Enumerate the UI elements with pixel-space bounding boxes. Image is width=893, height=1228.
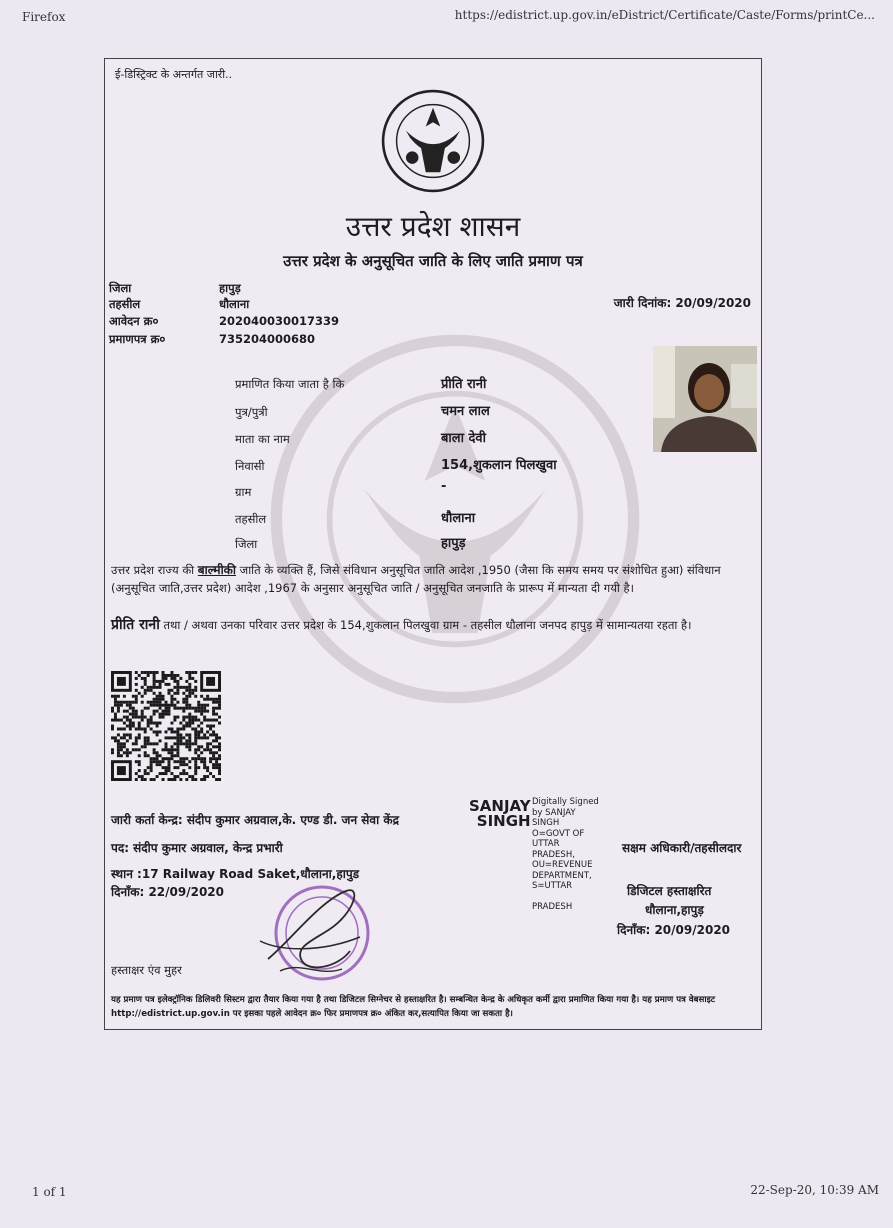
- application-number-label: आवेदन क्र०: [109, 314, 159, 328]
- field-value-village: -: [441, 479, 447, 494]
- field-label-mother: माता का नाम: [235, 432, 290, 446]
- signature-detail-line: DEPARTMENT,: [532, 870, 592, 881]
- district-value: हापुड़: [219, 281, 241, 295]
- caste-name: बाल्मीकी: [197, 563, 237, 577]
- signature-detail-line: OU=REVENUE: [532, 860, 593, 870]
- issue-date: जारी दिनांक: 20/09/2020: [613, 296, 751, 310]
- signature-detail-line: S=UTTAR: [532, 881, 573, 891]
- government-title: उत्तर प्रदेश शासन: [345, 210, 521, 243]
- field-label-tehsil: तहसील: [235, 512, 267, 526]
- residence-name: प्रीति रानी: [111, 617, 160, 633]
- certificate-title: उत्तर प्रदेश के अनुसूचित जाति के लिए जाति प्रमाण पत्र: [283, 252, 583, 270]
- field-label-parent: पुत्र/पुत्री: [235, 405, 268, 419]
- tehsil-value: धौलाना: [219, 297, 250, 311]
- signature-detail-line: PRADESH: [532, 902, 573, 912]
- certificate-number-label: प्रमाणपत्र क्र०: [109, 332, 166, 346]
- signature-detail-line: O=GOVT OF: [532, 828, 585, 839]
- certificate-number-value: 735204000680: [219, 332, 316, 346]
- field-value-mother: बाला देवी: [441, 431, 486, 446]
- field-value-parent: चमन लाल: [441, 404, 490, 419]
- application-number-value: 202040030017339: [219, 314, 340, 328]
- signature-detail-line: by SANJAY: [532, 807, 576, 818]
- signer-name-line1: SANJAY: [469, 797, 531, 815]
- official-seal-icon: [250, 881, 380, 986]
- signature-date-label: दिनाँक:: [617, 923, 655, 937]
- residence-paragraph: [111, 616, 757, 634]
- up-government-emblem-icon: [381, 89, 485, 193]
- field-label-village: ग्राम: [235, 485, 252, 499]
- print-timestamp: 22-Sep-20, 10:39 AM: [750, 1183, 879, 1197]
- field-label-resident: निवासी: [235, 459, 265, 473]
- signer-name-line2: SINGH: [476, 812, 531, 830]
- field-value-tehsil: धौलाना: [441, 511, 476, 526]
- signature-detail-line: Digitally Signed: [532, 797, 599, 807]
- signature-date: [617, 921, 730, 938]
- caste-paragraph: [111, 561, 757, 597]
- signature-detail-line: SINGH: [532, 818, 560, 828]
- issuer-date: दिनाँक: 22/09/2020: [111, 885, 225, 899]
- page-count: 1 of 1: [32, 1185, 67, 1199]
- signature-detail-line: [532, 892, 612, 903]
- issuer-centre: जारी कर्ता केन्द्र: संदीप कुमार अग्रवाल,के. एण्ड डी. जन सेवा केंद्र: [111, 813, 399, 827]
- field-value-name: प्रीति रानी: [441, 377, 487, 392]
- signature-detail-line: UTTAR: [532, 839, 560, 849]
- page-url: https://edistrict.up.gov.in/eDistrict/Certificate/Caste/Forms/printCe...: [454, 8, 875, 22]
- signature-date-value: 20/09/2020: [654, 923, 731, 937]
- caste-paragraph-part2: जाति के व्यक्ति हैं, जिसे संविधान अनुसूचित जाति आदेश ,1950 (जैसा कि समय समय पर संशोधित हुआ) संविधान (अनुसूचित जाति,उत्तर प्रदेश) आदेश ,1967 के अनुसार अनुसूचित जाति / अनुसूचित जनजाति के प्रारूप में मान्यता दी गयी है।: [111, 563, 721, 595]
- field-value-district: हापुड़: [441, 536, 466, 551]
- field-value-resident: 154,शुकलान पिलखुवा: [441, 458, 557, 473]
- digital-signed-label: डिजिटल हस्ताक्षरित: [627, 884, 712, 898]
- footer-note: यह प्रमाण पत्र इलेक्ट्रॉनिक डिलिवरी सिस्टम द्वारा तैयार किया गया है तथा डिजिटल सिग्नेचर से हस्ताक्षरित है। सम्बन्धित केन्द्र के अधिकृत कर्मी द्वारा प्रमाणित किया गया है। यह प्रमाण पत्र वेबसाइट http://edistrict.up.gov.in पर इसका पहले आवेदन क्र० फिर प्रमाणपत्र क्र० अंकित कर,सत्यापित किया जा सकता है।: [111, 995, 716, 1019]
- officer-title: सक्षम अधिकारी/तहसीलदार: [622, 841, 742, 855]
- field-label-district: जिला: [235, 537, 258, 551]
- issued-note: ई-डिस्ट्रिक्ट के अन्तर्गत जारी..: [115, 68, 233, 81]
- signer-name: [469, 799, 531, 829]
- applicant-photo: [653, 346, 757, 452]
- issuer-place: स्थान :17 Railway Road Saket,धौलाना,हापुड: [111, 867, 360, 881]
- field-label-certified: प्रमाणित किया जाता है कि: [235, 377, 345, 391]
- digital-signature-details: [532, 797, 612, 913]
- certificate: [104, 58, 762, 1030]
- tehsil-label: तहसील: [109, 297, 141, 311]
- qr-code-icon[interactable]: [111, 671, 221, 781]
- browser-name: Firefox: [22, 10, 66, 24]
- residence-text: तथा / अथवा उनका परिवार उत्तर प्रदेश के 154,शुकलान पिलखुवा ग्राम - तहसील धौलाना जनपद हापुड़ में सामान्यतया रहता है।: [159, 618, 692, 632]
- caste-paragraph-part1: उत्तर प्रदेश राज्य की: [111, 563, 198, 577]
- issuer-post: पद: संदीप कुमार अग्रवाल, केन्द्र प्रभारी: [111, 841, 283, 855]
- signature-place: धौलाना,हापुड़: [645, 903, 704, 917]
- signature-seal-label: हस्ताक्षर एंव मुहर: [111, 963, 182, 977]
- district-label: जिला: [109, 281, 132, 295]
- signature-detail-line: PRADESH,: [532, 849, 575, 860]
